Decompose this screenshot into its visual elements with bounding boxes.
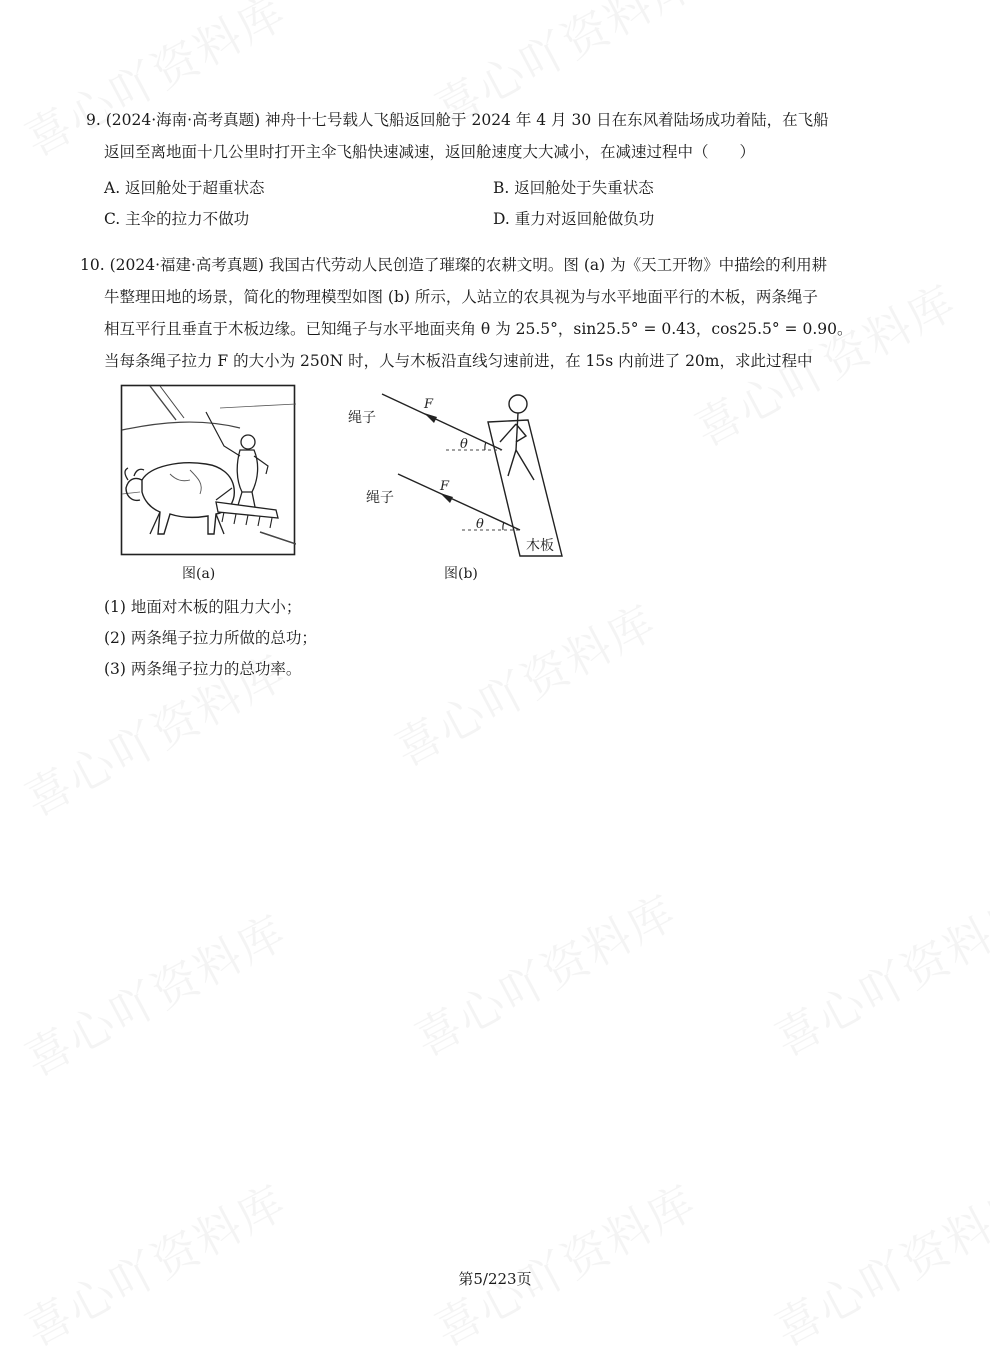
option-c: C. 主伞的拉力不做功 (104, 210, 250, 228)
question-9-line-2: 返回至离地面十几公里时打开主伞飞船快速减速，返回舱速度大大减小，在减速过程中（ ） (104, 143, 756, 161)
watermark (421, 1166, 706, 1359)
figure-a-illustration (120, 384, 296, 556)
watermark (11, 1166, 296, 1359)
question-10-line-1: 10. (2024·福建·高考真题) 我国古代劳动人民创造了璀璨的农耕文明。图 (a) 为《天工开物》中描绘的利用耕 (80, 256, 828, 274)
question-9-line-1: 9. (2024·海南·高考真题) 神舟十七号载人飞船返回舱于 2024 年 4 月 30 日在东风着陆场成功着陆，在飞船 (86, 111, 829, 129)
sub-question-3: (3) 两条绳子拉力的总功率。 (104, 660, 302, 678)
question-10-line-2: 牛整理田地的场景，简化的物理模型如图 (b) 所示，人站立的农具视为与水平地面平行的木板，两条绳子 (104, 288, 818, 306)
sub-question-2: (2) 两条绳子拉力所做的总功； (104, 629, 317, 647)
watermark (11, 896, 296, 1089)
option-b: B. 返回舱处于失重状态 (493, 179, 654, 197)
angle-label-top: θ (460, 437, 468, 452)
board-label: 木板 (526, 538, 554, 554)
question-10-line-4: 当每条绳子拉力 F 的大小为 250N 时，人与木板沿直线匀速前进，在 15s 内前进了 20m，求此过程中 (104, 352, 813, 370)
watermark (381, 586, 666, 779)
force-label-top: F (424, 397, 434, 412)
angle-label-bottom: θ (476, 517, 484, 532)
option-a: A. 返回舱处于超重状态 (104, 179, 265, 197)
watermark (761, 876, 990, 1069)
figure-b-caption: 图(b) (444, 566, 478, 582)
force-label-bottom: F (440, 479, 450, 494)
figure-b-diagram (340, 384, 570, 564)
question-10 (80, 249, 910, 377)
watermark (761, 1166, 990, 1359)
page-number: 第5/223页 (458, 1270, 532, 1288)
option-d: D. 重力对返回舱做负功 (493, 210, 655, 228)
figure-a-caption: 图(a) (182, 566, 216, 582)
question-9 (86, 104, 916, 168)
sub-question-1: (1) 地面对木板的阻力大小； (104, 598, 302, 616)
watermark (401, 876, 686, 1069)
rope-label-bottom: 绳子 (366, 490, 394, 506)
question-10-line-3: 相互平行且垂直于木板边缘。已知绳子与水平地面夹角 θ 为 25.5°，sin25.5° = 0.43，cos25.5° = 0.90。 (104, 320, 853, 338)
rope-label-top: 绳子 (348, 410, 376, 426)
